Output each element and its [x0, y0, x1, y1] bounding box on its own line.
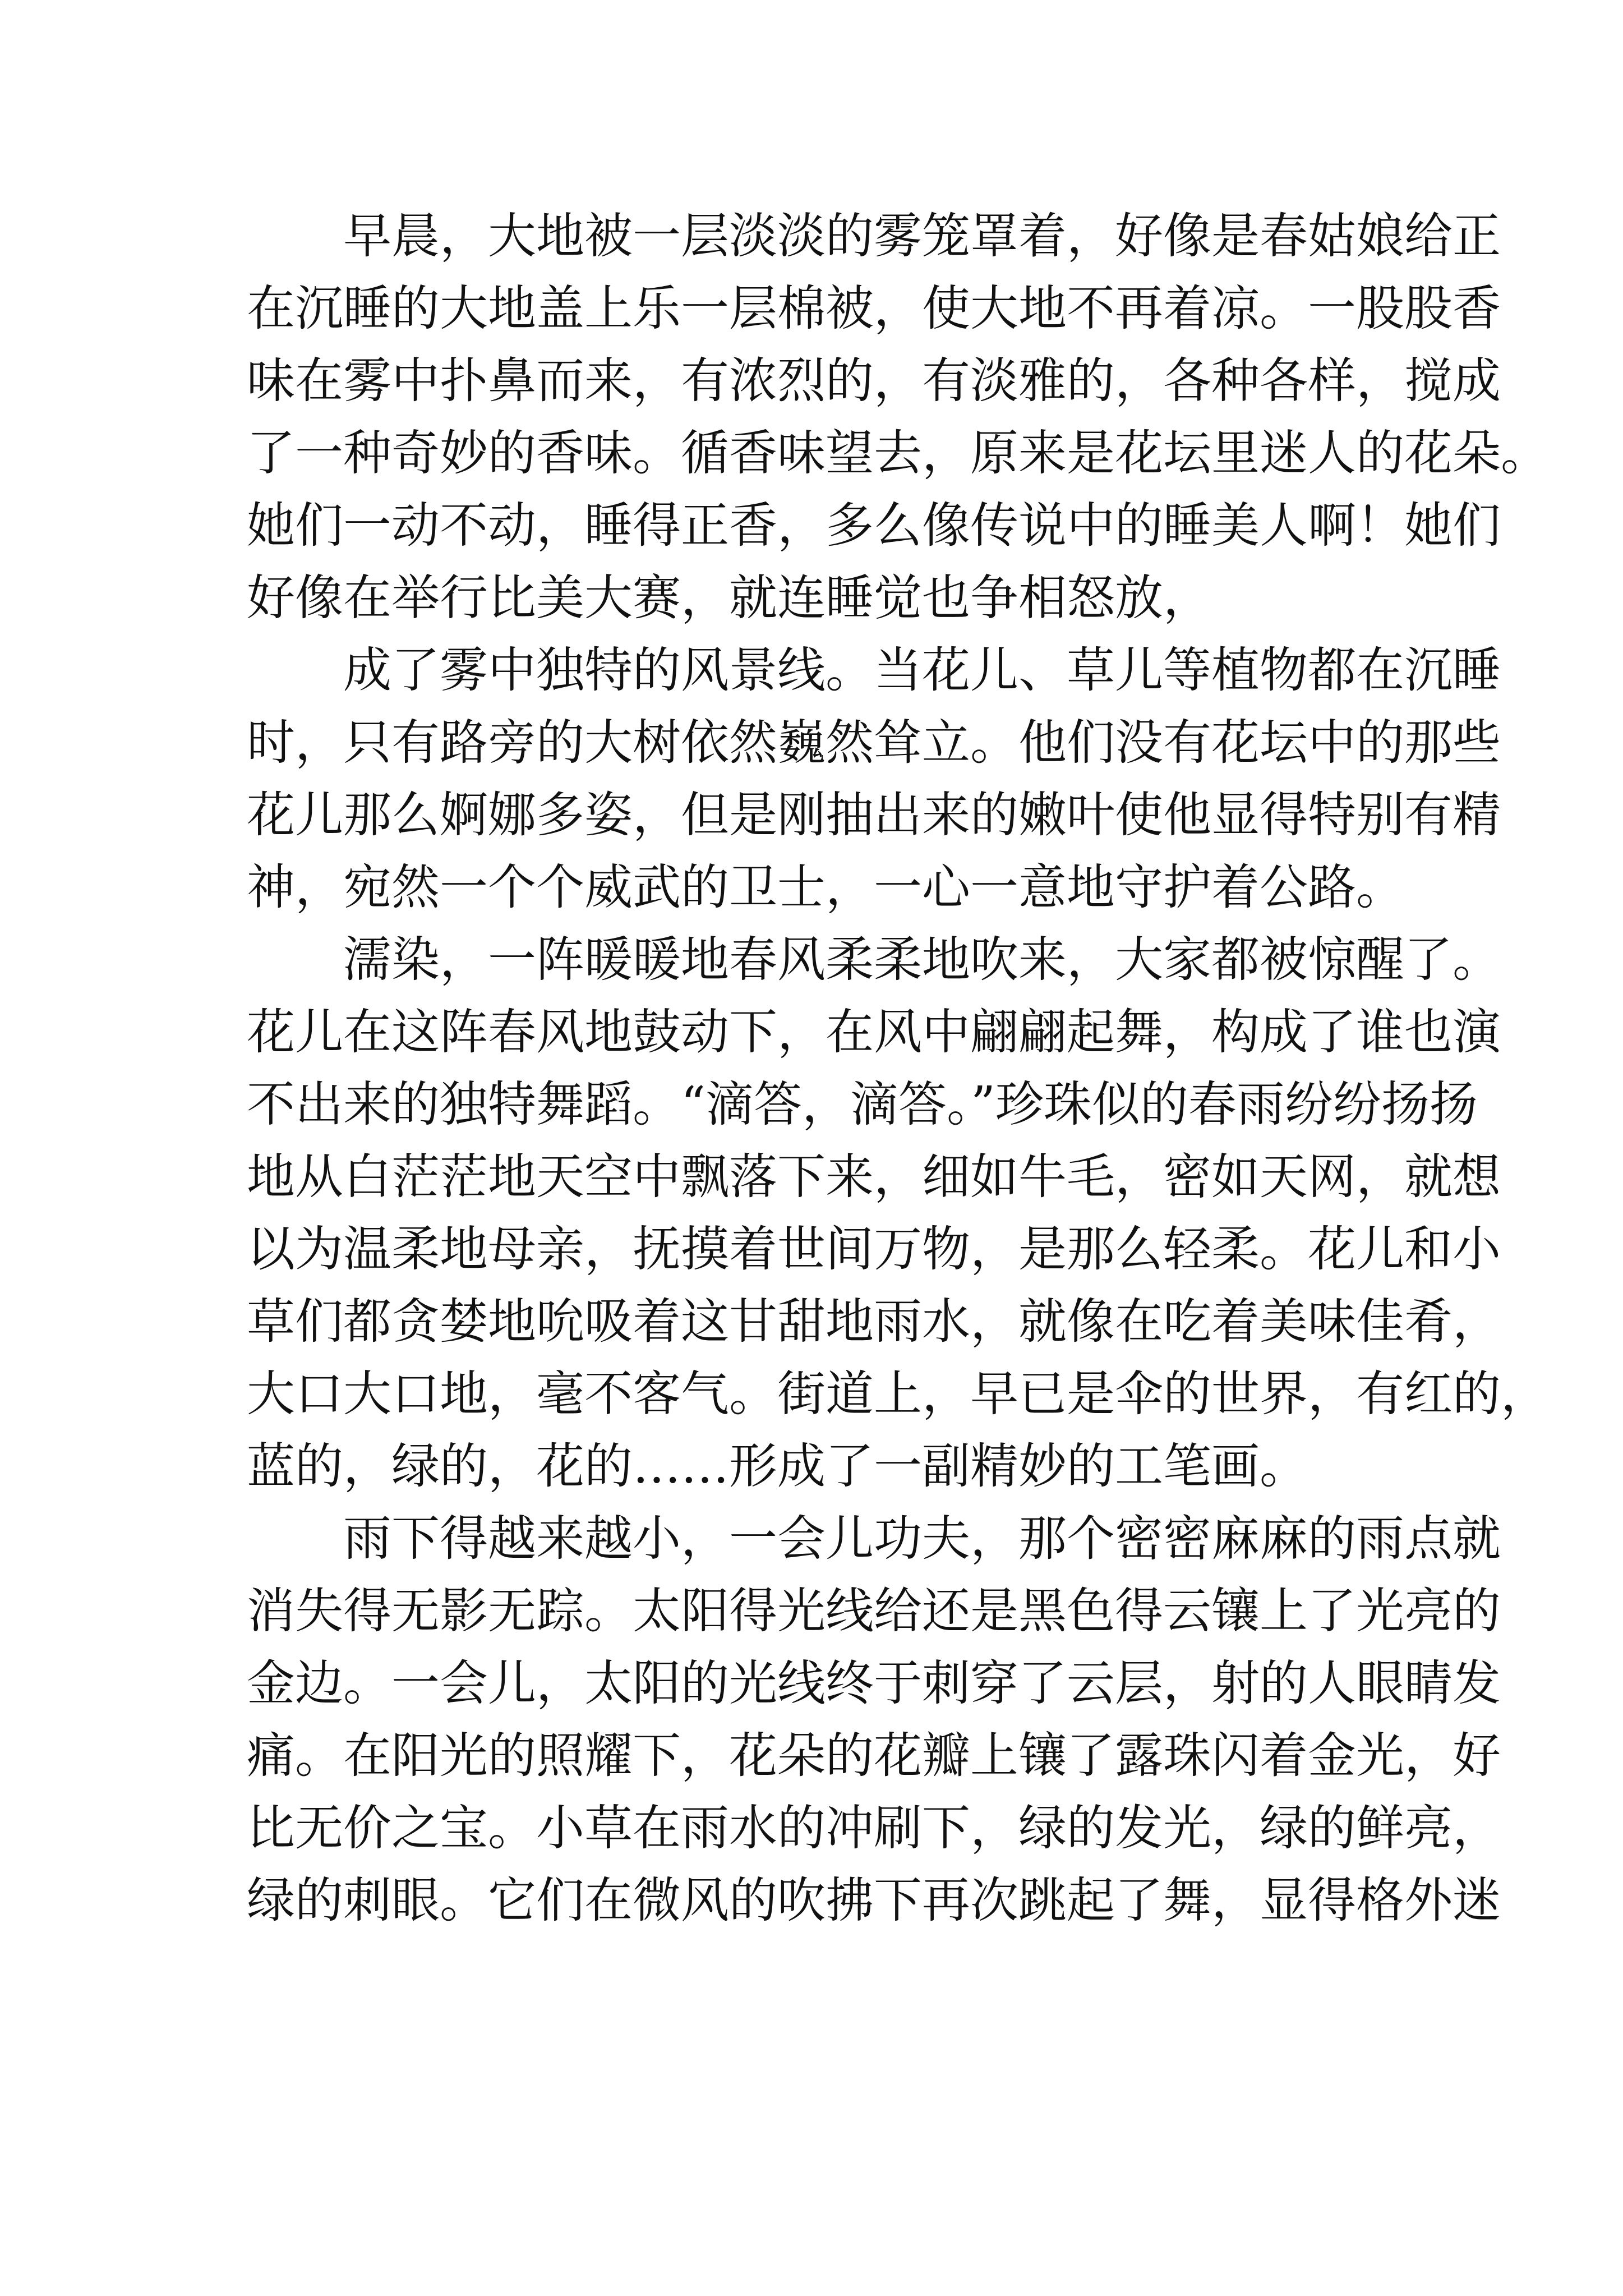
paragraph-1-line-4: 了一种奇妙的香味。循香味望去，原来是花坛里迷人的花朵。 [247, 425, 1549, 481]
paragraph-4-line-4: 痛。在阳光的照耀下，花朵的花瓣上镶了露珠闪着金光，好 [247, 1728, 1501, 1784]
paragraph-4-line-6: 绿的刺眼。它们在微风的吹拂下再次跳起了舞，显得格外迷 [247, 1872, 1501, 1929]
paragraph-1-line-2: 在沉睡的大地盖上乐一层棉被，使大地不再着凉。一股股香 [247, 280, 1501, 337]
paragraph-4-line-5: 比无价之宝。小草在雨水的冲刷下，绿的发光，绿的鲜亮， [247, 1800, 1501, 1856]
paragraph-2-line-3: 花儿那么婀娜多姿，但是刚抽出来的嫩叶使他显得特别有精 [247, 787, 1501, 843]
paragraph-3-line-8: 蓝的，绿的，花的……形成了一副精妙的工笔画。 [247, 1438, 1308, 1494]
paragraph-3-line-1: 濡染，一阵暖暖地春风柔柔地吹来，大家都被惊醒了。 [343, 932, 1501, 988]
paragraph-4-line-3: 金边。一会儿，太阳的光线终于刺穿了云层，射的人眼睛发 [247, 1655, 1501, 1711]
paragraph-3-line-3: 不出来的独特舞蹈。“滴答，滴答。”珍珠似的春雨纷纷扬扬 [247, 1076, 1478, 1133]
paragraph-2-line-1: 成了雾中独特的风景线。当花儿、草儿等植物都在沉睡 [343, 642, 1501, 698]
paragraph-2-line-2: 时，只有路旁的大树依然巍然耸立。他们没有花坛中的那些 [247, 715, 1501, 771]
paragraph-1-line-1: 早晨，大地被一层淡淡的雾笼罩着，好像是春姑娘给正 [343, 208, 1501, 264]
paragraph-3-line-6: 草们都贪婪地吮吸着这甘甜地雨水，就像在吃着美味佳肴， [247, 1294, 1501, 1350]
paragraph-1-line-3: 味在雾中扑鼻而来，有浓烈的，有淡雅的，各种各样，搅成 [247, 353, 1501, 409]
document-body [247, 200, 1549, 1937]
paragraph-2-line-4: 神，宛然一个个威武的卫士，一心一意地守护着公路。 [247, 859, 1404, 915]
paragraph-4-line-1: 雨下得越来越小，一会儿功夫，那个密密麻麻的雨点就 [343, 1511, 1501, 1567]
paragraph-3-line-5: 以为温柔地母亲，抚摸着世间万物，是那么轻柔。花儿和小 [247, 1221, 1501, 1277]
paragraph-3-line-2: 花儿在这阵春风地鼓动下，在风中翩翩起舞，构成了谁也演 [247, 1004, 1501, 1060]
paragraph-1-line-5: 她们一动不动，睡得正香，多么像传说中的睡美人啊！她们 [247, 498, 1501, 554]
paragraph-4-line-2: 消失得无影无踪。太阳得光线给还是黑色得云镶上了光亮的 [247, 1583, 1501, 1639]
paragraph-1-line-6: 好像在举行比美大赛，就连睡觉也争相怒放， [247, 570, 1211, 626]
paragraph-3-line-7: 大口大口地，毫不客气。街道上，早已是伞的世界，有红的， [247, 1366, 1549, 1422]
paragraph-3-line-4: 地从白茫茫地天空中飘落下来，细如牛毛，密如天网，就想 [247, 1149, 1501, 1205]
